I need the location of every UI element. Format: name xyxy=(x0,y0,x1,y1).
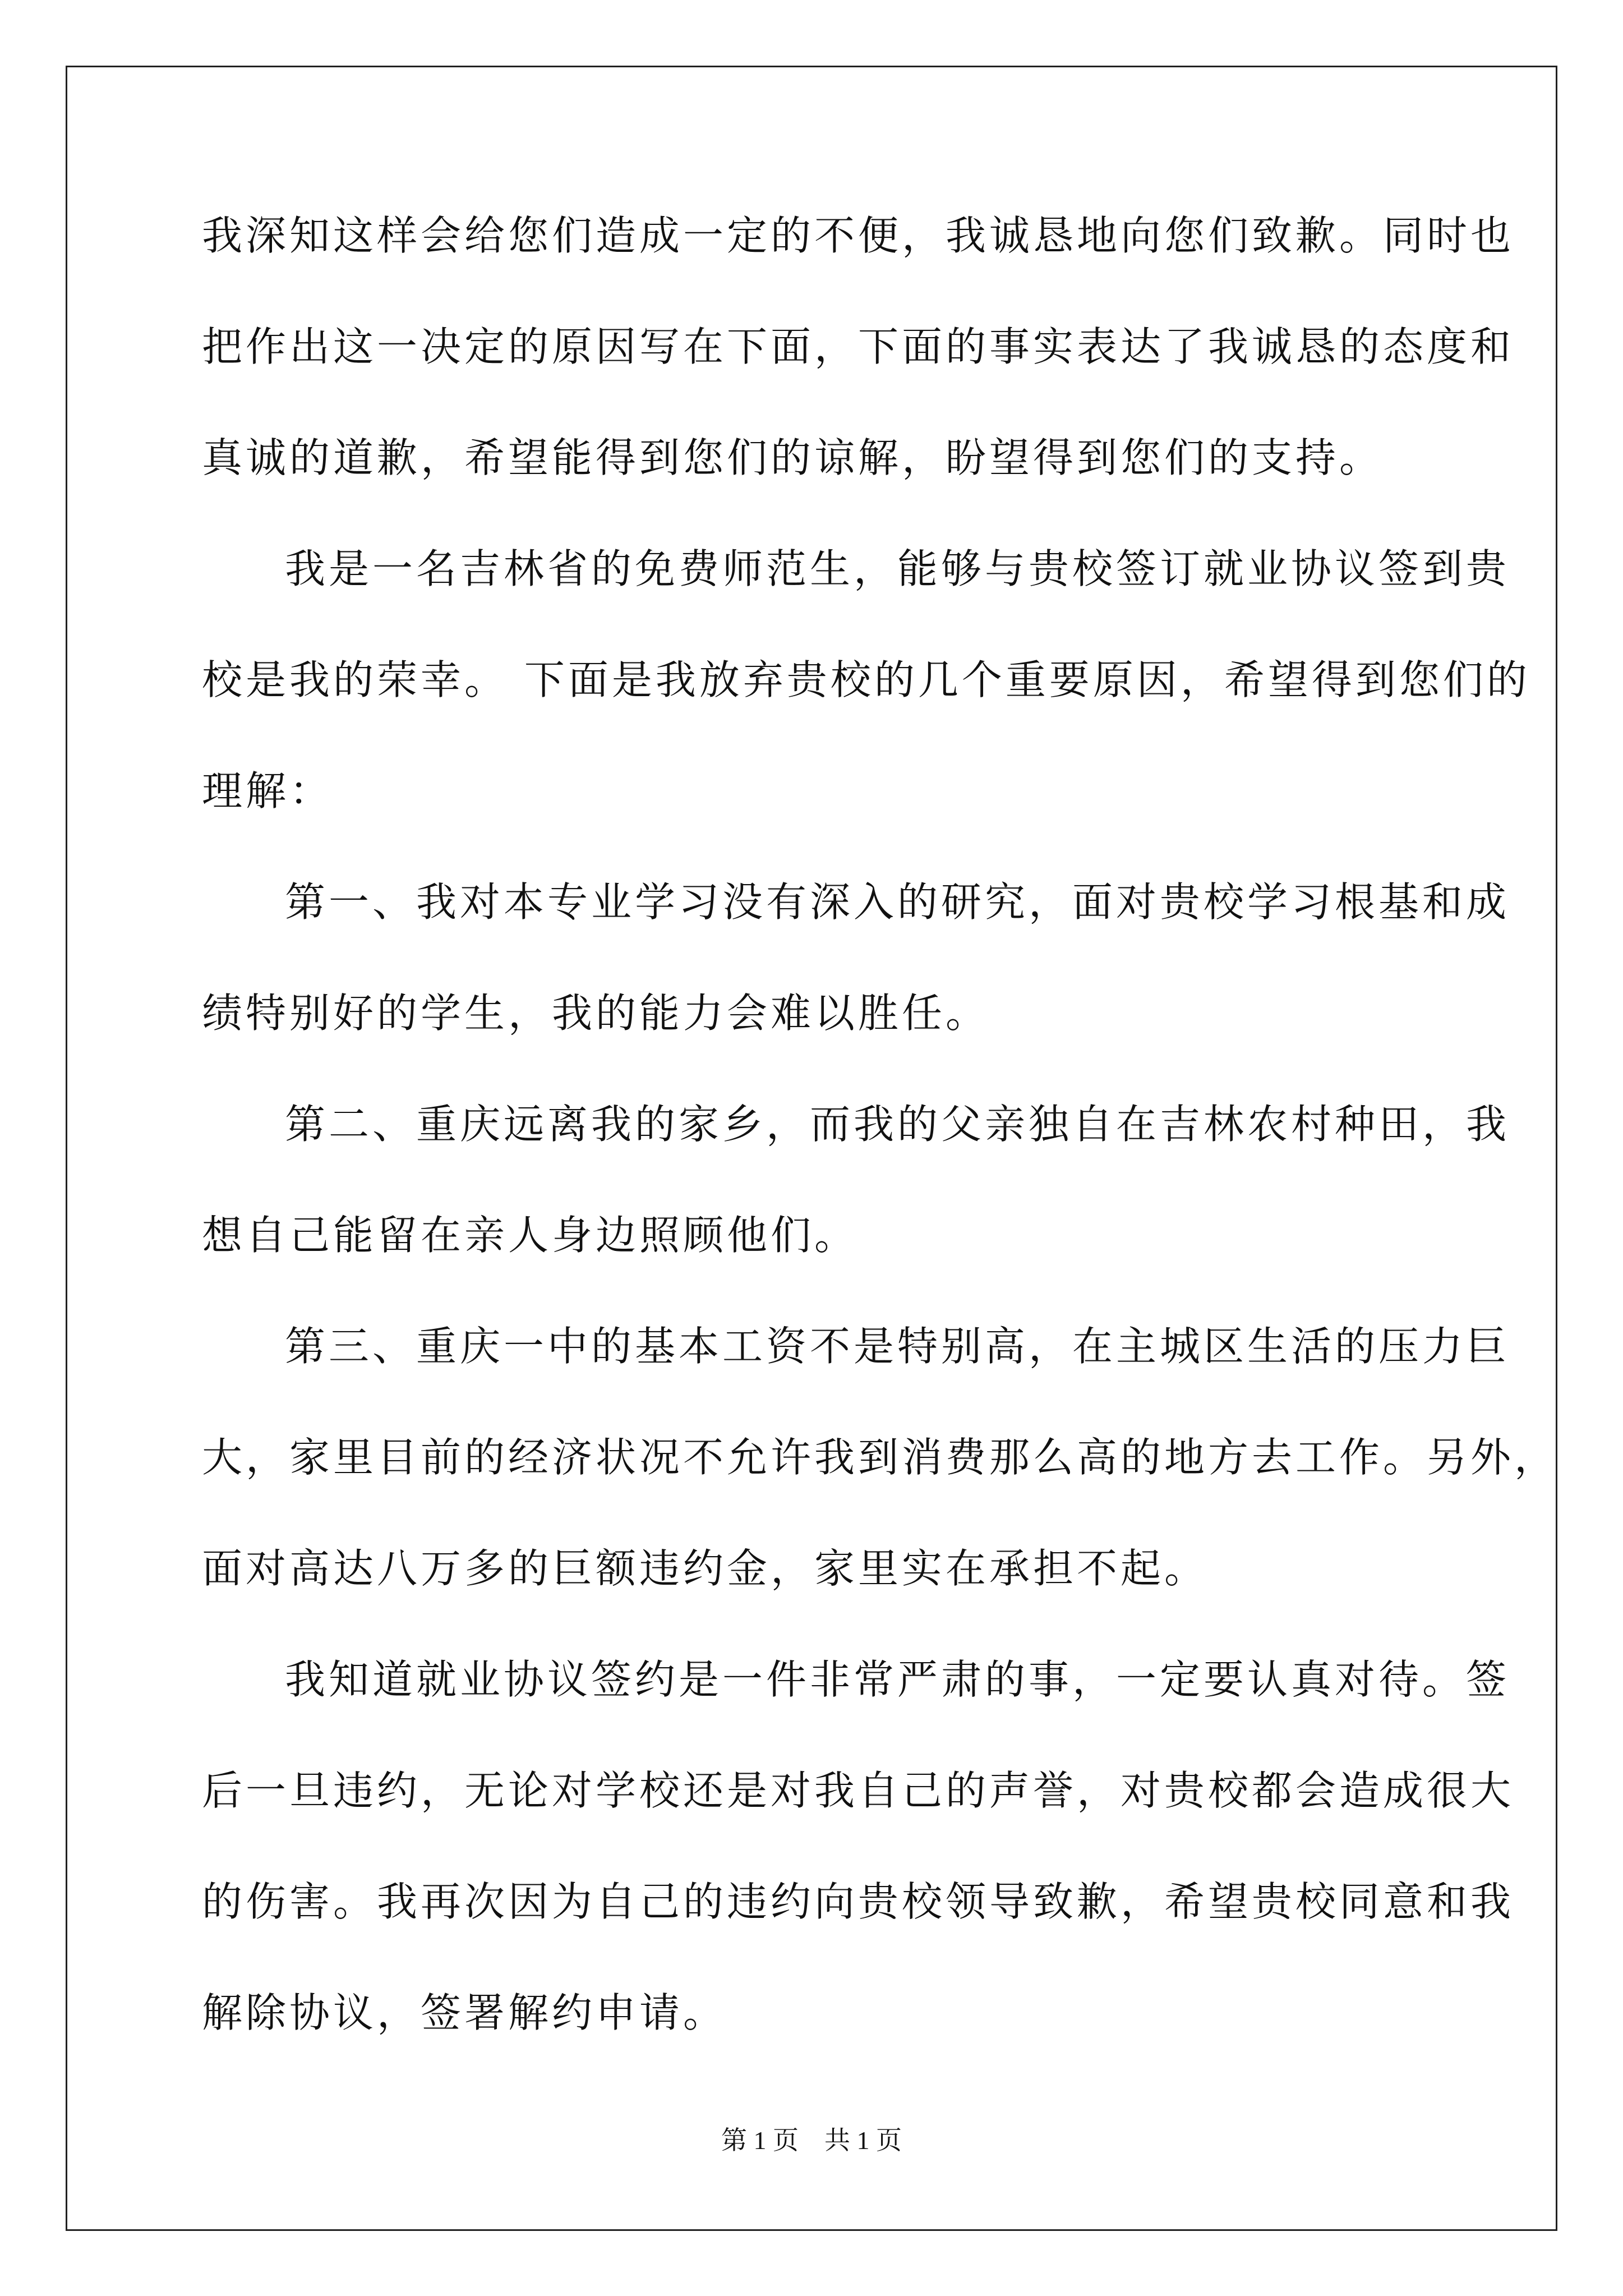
text-line: 大，家里目前的经济状况不允许我到消费那么高的地方去工作。另外， xyxy=(202,1434,1559,1481)
text-line: 第三、重庆一中的基本工资不是特别高，在主城区生活的压力巨 xyxy=(285,1323,1510,1370)
text-line: 后一旦违约，无论对学校还是对我自己的声誉，对贵校都会造成很大 xyxy=(202,1767,1515,1814)
document-body xyxy=(202,212,1559,2036)
text-line: 把作出这一决定的原因写在下面，下面的事实表达了我诚恳的态度和 xyxy=(202,323,1515,370)
text-line: 的伤害。我再次因为自己的违约向贵校领导致歉，希望贵校同意和我 xyxy=(202,1878,1515,1925)
text-line: 绩特别好的学生，我的能力会难以胜任。 xyxy=(202,990,990,1037)
text-line: 我知道就业协议签约是一件非常严肃的事，一定要认真对待。签 xyxy=(285,1656,1510,1703)
page-footer: 第 1 页 共 1 页 xyxy=(721,2126,902,2155)
text-line: 校是我的荣幸。 下面是我放弃贵校的几个重要原因，希望得到您们的 xyxy=(202,656,1530,703)
text-line: 想自己能留在亲人身边照顾他们。 xyxy=(202,1212,859,1259)
text-line: 第一、我对本专业学习没有深入的研究，面对贵校学习根基和成 xyxy=(285,878,1510,926)
text-line: 第二、重庆远离我的家乡，而我的父亲独自在吉林农村种田，我 xyxy=(285,1101,1510,1148)
text-line: 解除协议，签署解约申请。 xyxy=(202,1989,727,2036)
text-line: 我是一名吉林省的免费师范生，能够与贵校签订就业协议签到贵 xyxy=(285,545,1510,592)
text-line: 我深知这样会给您们造成一定的不便，我诚恳地向您们致歉。同时也 xyxy=(202,212,1515,259)
text-line: 真诚的道歉，希望能得到您们的谅解，盼望得到您们的支持。 xyxy=(202,434,1384,481)
text-line: 面对高达八万多的巨额违约金，家里实在承担不起。 xyxy=(202,1545,1209,1592)
text-line: 理解： xyxy=(202,767,334,815)
